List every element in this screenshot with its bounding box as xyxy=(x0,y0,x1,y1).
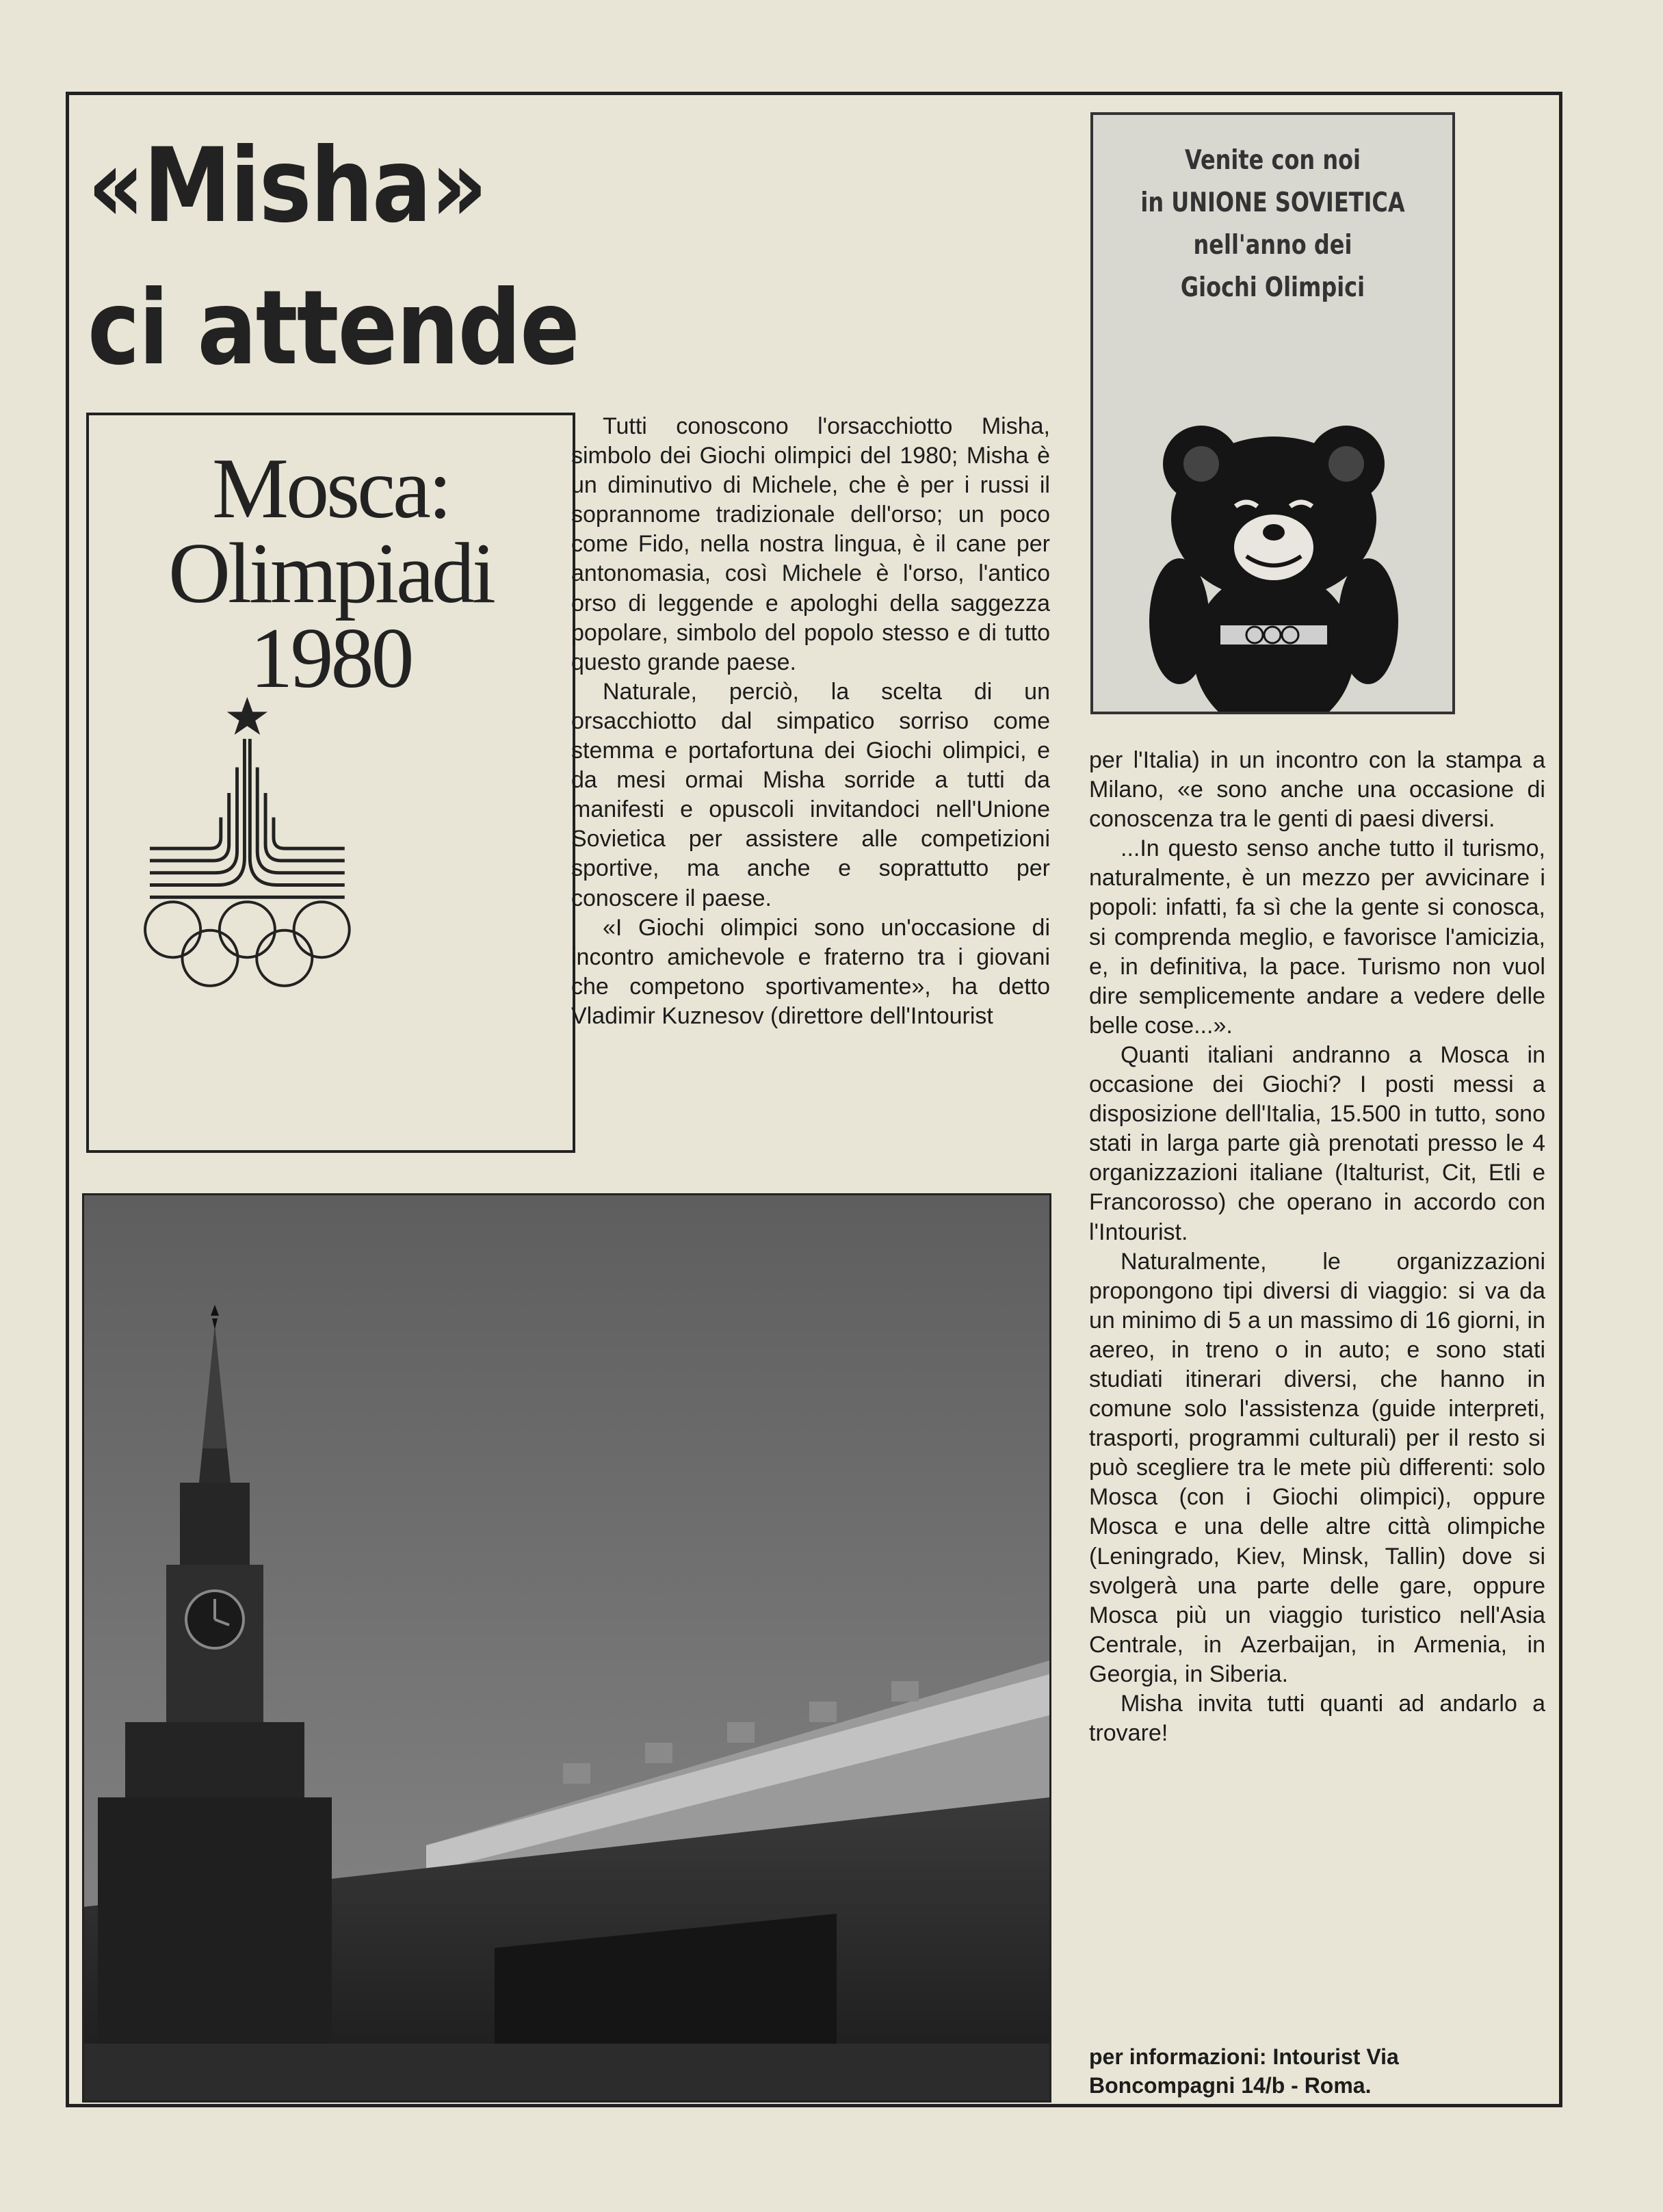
poster-line-3: nell'anno dei xyxy=(1193,230,1352,261)
misha-poster xyxy=(1090,112,1455,714)
info-contact: per informazioni: Intourist Via Boncompagni 14/b - Roma. xyxy=(1089,2044,1399,2098)
spasskaya-tower-photo-icon xyxy=(84,1195,1049,2100)
article-paragraph-4: ...In questo senso anche tutto il turismo, naturalmente, è un mezzo per avvicinare i popoli: infatti, fa sì che la gente si conosca, si comprenda meglio, e favorisce l'amicizia, e, in definitiva, la pace. Turismo non vuol dire semplicemente andare a vedere delle belle cose...». xyxy=(1089,835,1545,1039)
headline-line-1: «Misha» xyxy=(88,127,486,246)
article-paragraph-5: Quanti italiani andranno a Mosca in occasione dei Giochi? I posti messi a disposizione dell'Italia, 15.500 in tutto, sono stati in larga parte già prenotati presso le 4 organizzazioni italiane (Italturist, Cit, Etli e Francorosso) che operano in accordo con l'Intourist. xyxy=(1089,1041,1545,1245)
olympic-logo-box xyxy=(86,413,575,1153)
mosca-title-line-2: Olimpiadi xyxy=(168,526,493,621)
moscow-1980-emblem-icon xyxy=(89,689,573,1141)
article-column-right xyxy=(1089,746,1545,1748)
headline-line-2: ci attende xyxy=(88,269,579,388)
poster-line-4: Giochi Olimpici xyxy=(1180,272,1365,303)
article-paragraph-7: Misha invita tutti quanti ad andarlo a trovare! xyxy=(1089,1691,1545,1747)
article-column-middle xyxy=(571,412,1050,1031)
mosca-title-line-1: Mosca: xyxy=(212,441,449,536)
article-paragraph-6: Naturalmente, le organizzazioni propongono tipi diversi di viaggio: si va da un minimo di 5 a un massimo di 16 giorni, in aereo, in treno o in auto; e sono stati studiati itinerari diversi, che hanno in comune solo l'assistenza (guide interpreti, trasporti, programmi culturali) per il resto si può scegliere tra le mete più differenti: solo Mosca (con i Giochi olimpici), oppure Mosca e una delle altre città olimpiche (Leningrado, Kiev, Minsk, Tallin) dove si svolgerà una parte delle gare, oppure Mosca più un viaggio turistico nell'Asia Centrale, in Azerbaijan, in Armenia, in Georgia, in Siberia. xyxy=(1089,1248,1545,1687)
headline xyxy=(88,115,617,400)
mosca-title-line-3: 1980 xyxy=(250,611,412,706)
article-paragraph-3a: «I Giochi olimpici sono un'occasione di incontro amichevole e fraterno tra i giovani che competono sportivamente», ha detto Vladimir Kuznesov (direttore dell'Intourist xyxy=(571,914,1050,1029)
article-paragraph-3b: per l'Italia) in un incontro con la stampa a Milano, «e sono anche una occasione di conoscenza tra le genti di paesi diversi. xyxy=(1089,747,1545,833)
poster-line-2: in UNIONE SOVIETICA xyxy=(1140,187,1405,218)
misha-bear-icon xyxy=(1121,416,1428,714)
article-paragraph-2: Naturale, perciò, la scelta di un orsacchiotto dal simpatico sorriso come stemma e portafortuna dei Giochi olimpici, e da mesi ormai Misha sorride a tutti da manifesti e opuscoli invitandoci nell'Unione Sovietica per assistere alle competizioni sportive, ma anche e soprattutto per conoscere il paese. xyxy=(571,678,1050,911)
article-paragraph-1: Tutti conoscono l'orsacchiotto Misha, simbolo dei Giochi olimpici del 1980; Misha è un diminutivo di Michele, che è per i russi il soprannome tradizionale dell'orso; un poco come Fido, nella nostra lingua, è il cane per antonomasia, così Michele è l'orso, l'antico orso di leggende e apologhi della saggezza popolare, simbolo del popolo stesso e di tutto questo grande paese. xyxy=(571,413,1050,675)
poster-caption xyxy=(1125,140,1420,309)
kremlin-photo xyxy=(82,1193,1051,2103)
poster-line-1: Venite con noi xyxy=(1184,145,1361,176)
mosca-olympics-title xyxy=(89,441,573,706)
